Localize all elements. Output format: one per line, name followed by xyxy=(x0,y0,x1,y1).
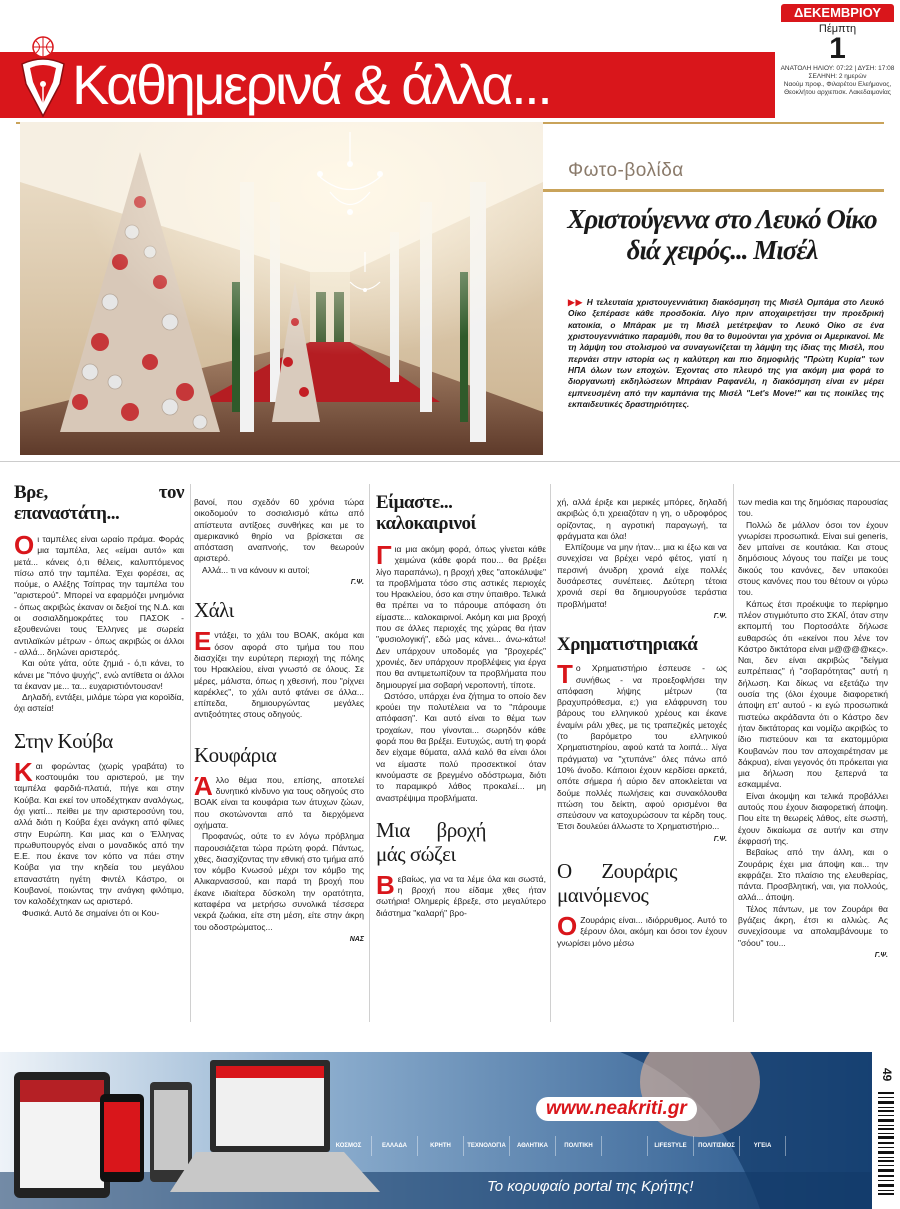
ad-url[interactable]: www.neakriti.gr xyxy=(536,1097,697,1121)
article-headline: Είμαστε... καλοκαιρινοί xyxy=(376,492,476,534)
author-signature: Γ.Ψ. xyxy=(713,612,727,620)
article-body xyxy=(194,770,364,831)
article-body: Βεβαίως από την άλλη, και ο Ζουράρις έχει μια άποψη και... την εκφράζει. Στο πλαίσιο της ελευθερίας, πάντα. Προσβλητική, ναι, για πολλούς, αλλά... άποψη. xyxy=(738,847,888,903)
article-body xyxy=(376,869,546,919)
article-body: Τέλος πάντων, με τον Ζουράρι θα βγάζεις άκρη, έτσι κι αλλιώς. Ας συνεχίσουμε να απολαμβάνουμε το "σόου" του... xyxy=(738,903,888,948)
article-body: Ωστόσο, υπάρχει ένα ζήτημα το οποίο δεν κρούει την πολυτέλεια να το "πάρουμε απόφαση". Και αυτό είναι το θέμα των τροχαίων, που γίνονται... σωρηδόν κάθε φορά που θα βρέξει. Ευτυχώς, αυτή τη φορά δεν είχαμε θύματα, αλλά καλό θα είναι όλοι να είμαστε πολύ προσεκτικοί όταν κινούμαστε σε βρεγμένο οδόστρωμα, διότι το παραμικρό λάθος προκαλεί... μη αναστρέψιμα προβλήματα. xyxy=(376,690,546,803)
ad-nav-item: ΑΘΛΗΤΙΚΑ xyxy=(510,1136,556,1156)
article-body: Πολλώ δε μάλλον όσοι τον έχουν γνωρίσει προσωπικά. Είναι sui generis, δεν μπαίνει σε κουτάκια. Και στους δημόσιους λόγους του παίζει με τους δικούς του κανόνες, δεν υπακούει στους κανόνες που του θέτουν οι γύρω του. xyxy=(738,519,888,598)
column-separator xyxy=(369,484,370,1022)
page-number: 49 xyxy=(880,1068,894,1082)
dropcap: Κ xyxy=(14,756,33,787)
ad-nav-item xyxy=(602,1136,648,1156)
dropcap: Γ xyxy=(376,540,392,570)
author-signature: Γ.Ψ. xyxy=(874,951,888,959)
moon-phase: ΣΕΛΗΝΗ: 2 ημερών xyxy=(808,73,867,80)
date-number: 1 xyxy=(829,32,846,65)
article-body xyxy=(376,540,546,691)
date-box xyxy=(775,0,900,122)
ad-nav-item: ΠΟΛΙΤΙΚΗ xyxy=(556,1136,602,1156)
article-text: ι ταμπέλες είναι ωραίο πράμα. Φοράς μια ταμπέλα, λες «είμαι αυτό» και μετά... κάνεις ό,τι θέλεις, καλυπτόμενος πίσω από την ταμπέλα. Έχει φορέσει, ας πούμε, ο Αλέξης Τσίπρας την ταμπέλα του "αριστερού". Μπορεί να εφαρμόζει μνημόνια - όπως ακριβώς έκαναν οι δεξιοί της Ν.Δ. και οι σοσιαλδημοκράτες του ΠΑΣΟΚ - εξουθενώνει τους Έλληνες με σωρεία αντιλαϊκών μέτρων - όπως ακριβώς οι άλλοι - αλλά... δηλώνει αριστερός. xyxy=(14,534,184,657)
column-2 xyxy=(194,482,364,945)
article-body: Κάπως έτσι προέκυψε το περίφημο πλέον στιγμιότυπο στο ΣΚΑΪ, όταν στην εκπομπή του Πορτοσάλτε δήλωσε ευθαρσώς ότι «εκείνοι που λένε τον Κάστρο δικτάτορα είναι μ@@@@κες». Ναι, δεν είναι ακριβώς "δείγμα ευπρέπειας" ή "σοβαρότητας" αυτή η δήλωση. Και δίκως να εξετάζω την ουσία της (όλοι έχουμε διαφορετική άποψη επ' αυτού - κι εγώ προσωπικά πιστεύω ακράδαντα ότι ο Κάστρο δεν ήταν δικτάτορας και νομίζω ακριβώς το ίδιο πιστεύουν και τα εκατομμύρια Κουβανών που τον αποχαιρέτησαν με δάκρυα), είναι γεγονός ότι πρόκειται για μια δήλωση που ξεπερνά τα εσκαμμένα. xyxy=(738,598,888,790)
column-separator xyxy=(733,484,734,1022)
article-body: Είναι άκομψη και τελικά προβάλλει αυτούς που έχουν διαφορετική άποψη. Που είτε τη θεωρείς λάθος, είτε σωστή, έχουν δικαίωμα σε αυτήν και στην έκφρασή της. xyxy=(738,790,888,846)
ad-nav-item: LIFESTYLE xyxy=(648,1136,694,1156)
ad-nav-item: ΥΓΕΙΑ xyxy=(740,1136,786,1156)
article-body xyxy=(14,530,184,658)
dropcap: Ο xyxy=(14,530,35,560)
hero-section xyxy=(0,122,900,458)
article-text: λλο θέμα που, επίσης, αποτελεί δυνητικό κίνδυνο για τους οδηγούς στο ΒΟΑΚ είναι τα κουφάρια των άτυχων ζώων, που σκοτώνονται από τα διερχόμενα οχήματα. xyxy=(194,774,364,830)
hero-lede-text: Η τελευταία χριστουγεννιάτικη διακόσμηση της Μισέλ Ομπάμα στο Λευκό Οίκο ξεπέρασε κάθε προσδοκία. Λίγο πριν αποχαιρετήσει την προεδρική κατοικία, ο Μπάρακ με τη Μισέλ μετέτρεψαν το Λευκό Οίκο σε ένα χριστουγεννιάτικο παραμύθι, που θα το θυμούνται για χρόνια οι Αμερικανοί. Με τη λάμψη του στολισμού να συναγωνίζεται τη λάμψη της ίδιας της Μισέλ, που περνάει στην ιστορία ως η καλύτερη και πιο δημοφιλής "Πρώτη Κυρία" των ΗΠΑ όλων των εποχών. Έχοντας στο πλευρό της για ακόμη μια φορά το διοργανωτή εκδηλώσεων Μπράιαν Ραφανέλι, η διακόσμηση είναι εν μέρει εμπνευσμένη από την καμπάνια της Μισέλ "Let's Move!" και τις ποικίλες της εκπαιδευτικές δραστηριότητες. xyxy=(568,297,884,410)
column-separator xyxy=(190,484,191,1022)
article-headline: Μια βροχή μάς σώζει xyxy=(376,817,486,866)
article-text: ο Χρηματιστήριο έσπευσε - ως συνήθως - να προεξοφλήσει την απόφαση λήψης μέτρων (τα βραχυπρόθεσμα, ε;) για ελάφρυνση του βάρους του ελληνικού χρέους και έκανε έναμίνι ράλι χθες, με τις τραπεζικές μετοχές (το βαρόμετρο του ελληνικού Χρηματιστηρίου, αφού κατά τα λοιπά... λίγα πράγματα) να "χτυπάνε" όλες πάνω από 10% άνοδο. Κάποιοι έχουν κερδίσει αρκετά, οπότε σήμερα ή αύριο δεν αποκλείεται να δούμε πολλές πωλήσεις και συνακόλουθα πτώση του δείκτη, αφού ορισμένοι θα σπεύσουν να κατοχυρώσουν τα κέρδη τους. Έτσι δουλεύει άλλωστε το Χρηματιστήριο... xyxy=(557,663,727,832)
article-body xyxy=(557,659,727,832)
sun-times: ΑΝΑΤΟΛΗ ΗΛΙΟΥ: 07:22 | ΔΥΣΗ: 17:08 xyxy=(780,65,895,72)
article-text: Ζουράρις είναι... ιδιόρρυθμος. Αυτό το ξέρουν όλοι, ακόμη και όσοι τον έχουν γνωρίσει μόνο μέσω xyxy=(557,915,727,948)
article-headline: Κουφάρια xyxy=(194,742,277,767)
ad-devices-illustration xyxy=(0,1052,872,1209)
ad-nav-item: ΚΡΗΤΗ xyxy=(418,1136,464,1156)
column-3 xyxy=(376,482,546,919)
article-body xyxy=(557,911,727,949)
pen-nib-globe-icon xyxy=(16,34,70,118)
article-headline: Χρηματιστηριακά xyxy=(557,634,698,656)
ad-tagline: Το κορυφαίο portal της Κρήτης! xyxy=(487,1178,694,1195)
article-body: Φυσικά. Αυτό δε σημαίνει ότι οι Κου- xyxy=(22,907,160,918)
hero-headline: Χριστούγεννα στο Λευκό Οίκο διά χειρός... Μισέλ xyxy=(567,204,877,265)
dropcap: Ο xyxy=(557,911,578,942)
article-headline: Στην Κούβα xyxy=(14,728,113,753)
article-headline: Χάλι xyxy=(194,598,234,623)
article-body: Προφανώς, ούτε το εν λόγω πρόβλημα παρουσιάζεται τώρα πρώτη φορά. Πάντως, χθες, διασχίζοντας την εθνική στο τμήμα από τον κόμβο Κνωσού μέχρι τον κόμβο της Αλικαρνασσού, και παρά τη βροχή που έκανε ιδιαίτερα δύσκολη την ορατότητα, καταφέρα να μετρήσω συνολικά τέσσερα νεκρά ζωάκια, είτε στη μέση, είτε στην άκρη του οδοστρώματος... xyxy=(194,831,364,932)
column-separator xyxy=(550,484,551,1022)
article-body: Αλλά... τι να κάνουν κι αυτοί; xyxy=(202,564,310,575)
dropcap: Ά xyxy=(194,770,213,801)
date-month: ΔΕΚΕΜΒΡΙΟΥ xyxy=(781,4,894,22)
ad-nav-item: ΠΟΛΙΤΙΣΜΟΣ xyxy=(694,1136,740,1156)
column-4 xyxy=(557,482,727,949)
article-body: Δηλαδή, εντάξει, μιλάμε τώρα για κοροϊδία, όχι αστεία! xyxy=(14,692,184,714)
author-signature: Γ.Ψ. xyxy=(350,579,364,587)
saints-of-day: Ναούμ προφ., Φιλαρέτου Ελεήμονος, Θεοκλήτου αρχιεπισκ. Λακεδαιμονίας xyxy=(783,81,892,96)
ad-nav-item: ΕΛΛΑΔΑ xyxy=(372,1136,418,1156)
section-kicker: Φωτο-βολίδα xyxy=(568,160,684,181)
dropcap: Ε xyxy=(194,626,212,657)
article-text: εβαίως, για να τα λέμε όλα και σωστά, η βροχή που είδαμε χθες ήταν σωτήρια! Ολημερίς έβρεξε, στο μεγαλύτερο διάστημα "καλαρή" βρο- xyxy=(376,873,546,918)
double-arrow-icon: ▶▶ xyxy=(568,297,587,307)
hero-lede xyxy=(568,297,884,410)
ad-nav-item: ΤΕΧΝΟΛΟΓΙΑ xyxy=(464,1136,510,1156)
column-1 xyxy=(14,482,184,919)
article-body: βανοί, που σχεδόν 60 χρόνια τώρα οικοδομούν το σοσιαλισμό κάτω από απίστευτα αντίξοες συνθήκες και με το αμερικανικό θηρίο να βρίσκεται σε απόσταση αναπνοής, τον θεωρούν αριστερό. xyxy=(194,497,364,564)
kicker-rule xyxy=(543,189,884,192)
article-headline: Ο Ζουράρις μαινόμενος xyxy=(557,859,677,908)
article-text: ια μια ακόμη φορά, όπως γίνεται κάθε χειμώνα (κάθε φορά που... θα βρέξει λίγο παραπάνω), η βροχή χθες "αποκάλυψε" τα προβλήματα τόσο στις αστικές περιοχές του Ηρακλείου, όσο και στην ύπαιθρο. Τελικά θα πρέπει να το πάρουμε απόφαση ότι είμαστε... καλοκαιρινοί. Ακόμη και μια βροχή που σε άλλες περιοχές της χώρας θα ήταν "φυσιολογική", εδώ μας κάνει... άνω-κάτω! Δεν υπάρχουν υποδομές για "βροχερές" χρονιές, δεν υπάρχουν προβλέψεις για έργα που θα αντιμετωπίζουν τα προβλήματα που δημιουργεί μια σοβαρή νεροποντή, τίποτε. xyxy=(376,544,546,690)
date-weekday: Πέμπτη xyxy=(818,23,857,35)
column-5 xyxy=(738,482,888,961)
article-body: Και ούτε γάτα, ούτε ζημιά - ό,τι κάνει, το κάνει με "πόνο ψυχής", ενώ αντίθετα οι άλλοι τα έκαναν με... τα... ευχαριστιόντουσαν! xyxy=(14,658,184,691)
article-body xyxy=(194,626,364,720)
article-text: αι φορώντας (χωρίς γραβάτα) το κοστουμάκι του αριστερού, με την ταμπέλα φαρδιά-πλατιά, πήγε και στην Κούβα. Και εκεί τον υποδέχτηκαν αναλόγως, όχι γιατί... πείθει με την αριστεροσύνη του, αλλά διότι η Κούβα έχει ανάγκη από φίλιες στην Ευρώπη. Και μιας και ο Έλληνας πρωθυπουργός είναι ο μοναδικός από την Ε.Ε. που έκανε τον κόπο να πάει στην Κούβα για την κηδεία του μεγάλου επαναστάτη ηγέτη Φιντέλ Κάστρο, οι Κουβανοί, ποιώντας την ανάγκη φιλότιμο, τον καλοδέχτηκαν ως αριστερό. xyxy=(14,760,184,907)
article-body: χή, αλλά έριξε και μερικές μπόρες, δηλαδή ακριβώς ό,τι χρειαζόταν η γη, ο υδροφόρος ορίζοντας, η αγροτική παραγωγή, τα φράγματα και όλα! xyxy=(557,497,727,541)
masthead-title: Καθημερινά & άλλα... xyxy=(72,53,551,116)
neakriti-ad-banner[interactable] xyxy=(0,1052,900,1209)
article-body: Ελπίζουμε να μην ήταν... μια κι έξω και να συνεχίσει να βρέχει νερό φέτος, γιατί η περσινή άνυδρη χρονιά είχε πολλές δυσάρεστες συνέπειες. Δεύτερη τέτοια χρονιά σερί θα δημιουργούσε τεράστια προβλήματα! xyxy=(557,542,727,609)
ad-nav-item: ΚΟΣΜΟΣ xyxy=(326,1136,372,1156)
article-headline: Βρε, τον επαναστάτη... xyxy=(14,482,184,524)
ad-nav-bar xyxy=(326,1136,786,1156)
article-body: των media και της δημόσιας παρουσίας του. xyxy=(738,497,888,519)
article-text: ντάξει, το χάλι του ΒΟΑΚ, ακόμα και όσον αφορά στο τμήμα του που διασχίζει την ευρύτερη περιοχή της πόλης του Ηρακλείου, είναι γνωστό σε όλους. Σε μέρες, μάλιστα, όπως η χθεσινή, που "ρίχνει καρέκλες", το χάλι αυτό φτάνει σε άλλα... επίπεδα, δημιουργώντας μεγάλες αντιξοότητες στους οδηγούς. xyxy=(194,630,364,720)
dropcap: Β xyxy=(376,869,395,900)
author-signature: Γ.Ψ. xyxy=(713,835,727,843)
dropcap: Τ xyxy=(557,659,573,690)
hero-divider xyxy=(0,461,900,462)
author-signature: ΝΑΣ xyxy=(349,935,364,943)
white-house-christmas-photo xyxy=(20,122,543,455)
article-body xyxy=(14,756,184,908)
masthead xyxy=(0,0,900,122)
